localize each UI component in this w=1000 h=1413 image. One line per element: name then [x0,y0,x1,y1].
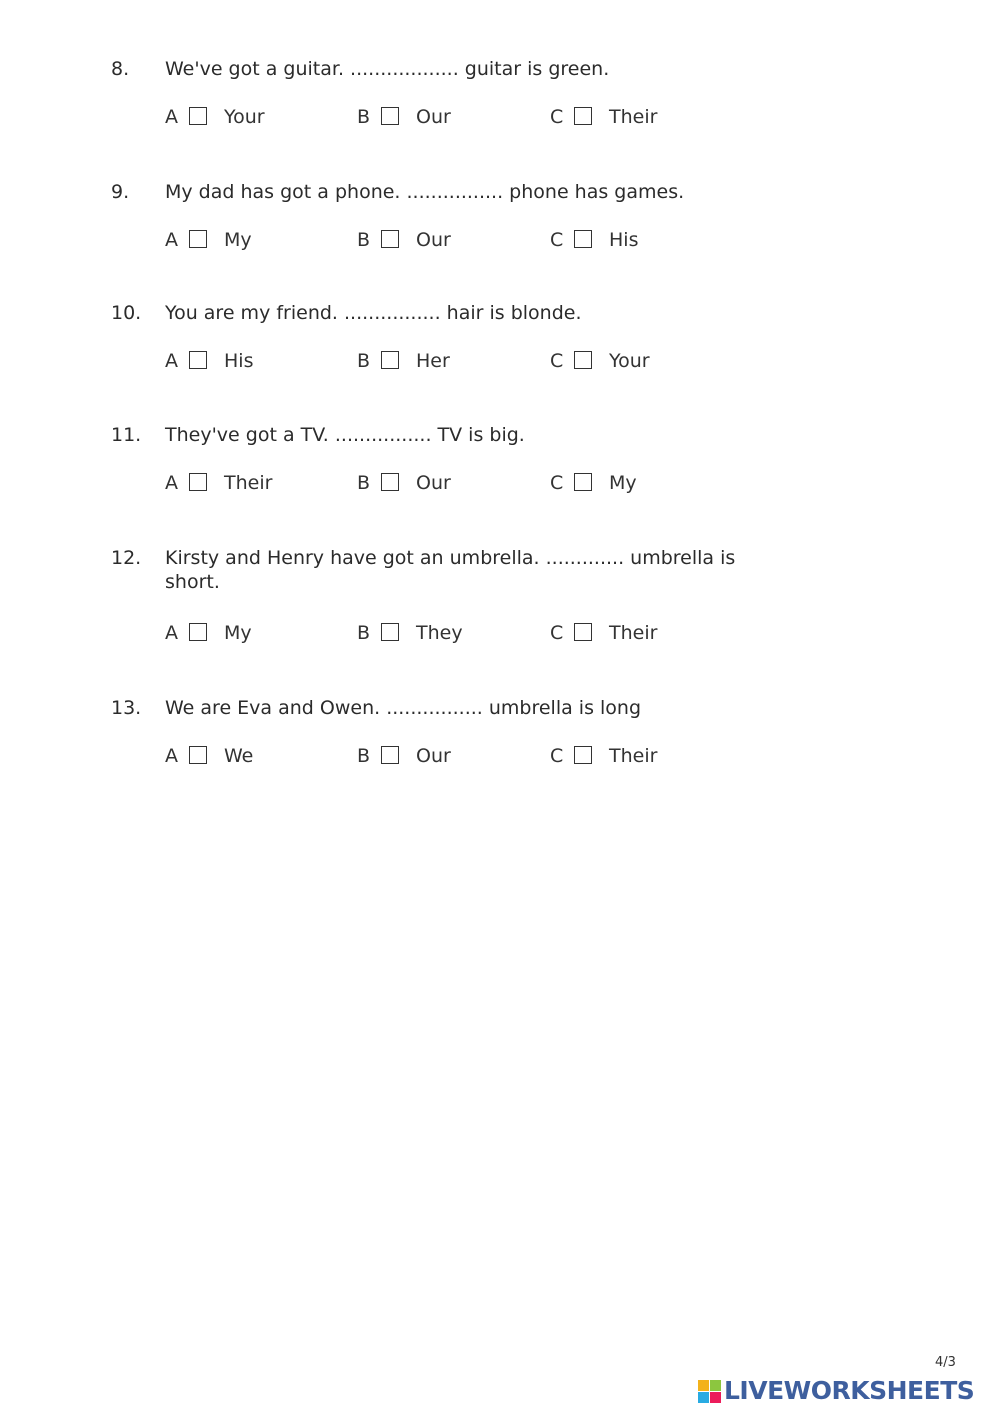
option-word: Her [416,350,450,372]
checkbox[interactable] [189,107,207,125]
option-letter: B [357,622,371,644]
option-letter: C [550,745,564,767]
brand-name: LIVEWORKSHEETS [724,1376,975,1405]
option-word: His [224,350,254,372]
question-text: My dad has got a phone. ................ phone has games. [165,181,685,203]
checkbox[interactable] [189,473,207,491]
checkbox[interactable] [189,230,207,248]
option-letter: A [165,106,178,128]
option-word: Your [224,106,265,128]
question-text: You are my friend. ................ hair is blonde. [165,302,582,324]
question-text: We've got a guitar. .................. guitar is green. [165,58,610,80]
checkbox[interactable] [381,746,399,764]
option-letter: B [357,472,371,494]
question-text: They've got a TV. ................ TV is big. [165,424,525,446]
checkbox[interactable] [381,230,399,248]
question-number: 9. [111,181,130,203]
option-word: Their [609,106,658,128]
option-letter: A [165,472,178,494]
option-letter: B [357,350,371,372]
checkbox[interactable] [189,746,207,764]
option-word: Our [416,229,451,251]
checkbox[interactable] [381,107,399,125]
option-letter: C [550,229,564,251]
option-letter: C [550,106,564,128]
option-letter: B [357,229,371,251]
option-letter: A [165,229,178,251]
option-word: My [224,229,252,251]
question-number: 10. [111,302,142,324]
option-letter: C [550,622,564,644]
option-word: Our [416,106,451,128]
question-number: 11. [111,424,142,446]
option-letter: C [550,472,564,494]
option-letter: A [165,350,178,372]
question-number: 8. [111,58,130,80]
checkbox[interactable] [574,473,592,491]
option-word: Our [416,745,451,767]
checkbox[interactable] [381,473,399,491]
checkbox[interactable] [574,351,592,369]
checkbox[interactable] [381,351,399,369]
option-letter: C [550,350,564,372]
checkbox[interactable] [189,623,207,641]
page-number: 4/3 [935,1355,956,1370]
option-letter: A [165,622,178,644]
option-letter: B [357,106,371,128]
checkbox[interactable] [574,623,592,641]
question-number: 12. [111,547,142,569]
checkbox[interactable] [574,746,592,764]
option-word: My [609,472,637,494]
question-text: We are Eva and Owen. ................ umbrella is long [165,697,642,719]
brand-footer[interactable] [698,1376,994,1406]
liveworksheets-logo-icon [698,1380,722,1404]
option-word: My [224,622,252,644]
option-word: Their [609,622,658,644]
checkbox[interactable] [189,351,207,369]
option-word: His [609,229,639,251]
checkbox[interactable] [574,107,592,125]
option-word: Their [224,472,273,494]
checkbox[interactable] [574,230,592,248]
option-letter: B [357,745,371,767]
question-text: Kirsty and Henry have got an umbrella. ............. umbrella is short. [165,547,736,593]
question-number: 13. [111,697,142,719]
checkbox[interactable] [381,623,399,641]
option-word: Our [416,472,451,494]
option-word: Their [609,745,658,767]
option-word: They [416,622,463,644]
option-letter: A [165,745,178,767]
option-word: Your [609,350,650,372]
option-word: We [224,745,254,767]
